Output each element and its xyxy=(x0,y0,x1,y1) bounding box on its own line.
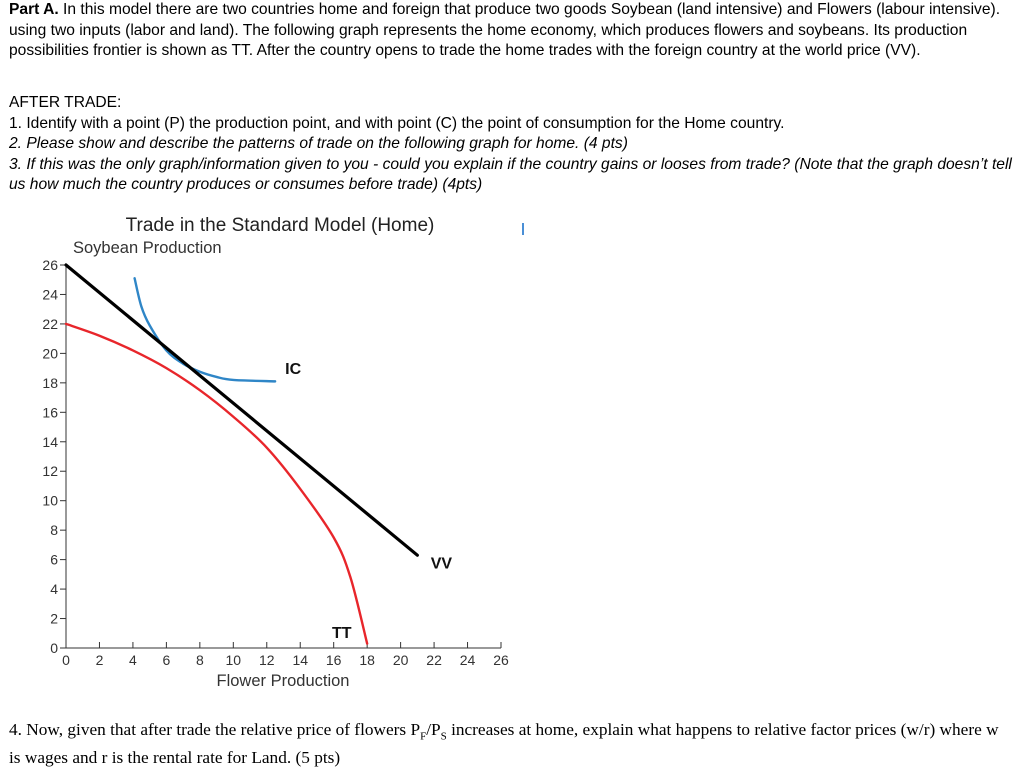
y-tick-label: 10 xyxy=(42,492,58,509)
series-vv-curve xyxy=(66,265,417,555)
x-tick-label: 10 xyxy=(225,652,242,668)
series-ic-curve xyxy=(135,278,276,381)
question-item-3: 3. If this was the only graph/information given to you - could you explain if the country gains or looses from trade? (Note that the graph doesn’t tell us how much the country produces or consumes before trade) (4pts) xyxy=(9,155,1012,193)
y-tick-label: 12 xyxy=(42,463,58,480)
y-tick-label: 0 xyxy=(50,640,58,656)
y-tick-label: 22 xyxy=(42,315,58,332)
x-tick-label: 4 xyxy=(129,652,137,668)
series-layer xyxy=(66,265,417,644)
x-tick-label: 26 xyxy=(493,652,509,668)
question-item-1: 1. Identify with a point (P) the production point, and with point (C) the point of consumption for the Home country. xyxy=(9,114,785,132)
q4-prefix: 4. Now, given that after trade the relative price of flowers P xyxy=(9,720,421,739)
series-ic-label: IC xyxy=(285,361,302,379)
series-vv-label: VV xyxy=(430,555,453,573)
after-trade-block xyxy=(9,93,1021,196)
y-tick-label: 8 xyxy=(50,522,58,539)
trade-chart xyxy=(0,200,540,700)
x-tick-label: 22 xyxy=(426,652,442,668)
x-tick-label: 6 xyxy=(162,652,171,668)
text-cursor-mark xyxy=(522,223,524,235)
y-tick-label: 2 xyxy=(50,610,58,627)
intro-text: In this model there are two countries home and foreign that produce two goods Soybean (land intensive) and Flowers (labour intensive). using two inputs (labor and land). The following graph represents the home economy, which produces flowers and soybeans. Its production possibilities frontier is shown as TT. After the country opens to trade the home trades with the foreign country at the world price (VV). xyxy=(9,1,1001,59)
y-tick-label: 18 xyxy=(42,374,58,391)
x-tick-label: 0 xyxy=(62,652,70,668)
question-intro xyxy=(9,0,1021,62)
x-tick-label: 2 xyxy=(95,652,104,668)
y-tick-label: 20 xyxy=(42,345,58,362)
y-tick-label: 14 xyxy=(42,433,58,450)
y-tick-label: 16 xyxy=(42,404,58,421)
q4-sub-s: S xyxy=(440,730,447,743)
x-tick-label: 12 xyxy=(258,652,275,668)
y-axis-label: Soybean Production xyxy=(73,239,222,257)
x-tick-label: 24 xyxy=(459,652,476,668)
q4-slash: /P xyxy=(426,720,441,739)
q4-suffix: increases at home, explain what happens to relative factor prices (w/r) where w is wages and r is the rental rate for Land. (5 pts) xyxy=(9,720,999,768)
y-tick-label: 26 xyxy=(42,257,58,273)
after-trade-heading: AFTER TRADE: xyxy=(9,94,122,111)
y-tick-label: 24 xyxy=(42,286,58,303)
x-tick-label: 8 xyxy=(195,652,204,668)
axes xyxy=(42,257,509,668)
chart-title: Trade in the Standard Model (Home) xyxy=(125,215,435,236)
y-tick-label: 4 xyxy=(50,581,58,598)
q4-sub-f: F xyxy=(420,730,427,743)
part-label: Part A. xyxy=(9,1,59,18)
question-item-2: 2. Please show and describe the patterns of trade on the following graph for home. (4 pts) xyxy=(9,135,628,152)
x-axis-label: Flower Production xyxy=(216,672,350,690)
question-4 xyxy=(9,719,1009,768)
x-tick-label: 18 xyxy=(359,652,375,668)
x-tick-label: 16 xyxy=(325,652,342,668)
x-tick-label: 20 xyxy=(392,652,409,668)
x-tick-label: 14 xyxy=(292,652,309,668)
series-tt-curve xyxy=(66,324,367,644)
y-tick-label: 6 xyxy=(50,551,58,568)
series-tt-label: TT xyxy=(332,624,352,642)
